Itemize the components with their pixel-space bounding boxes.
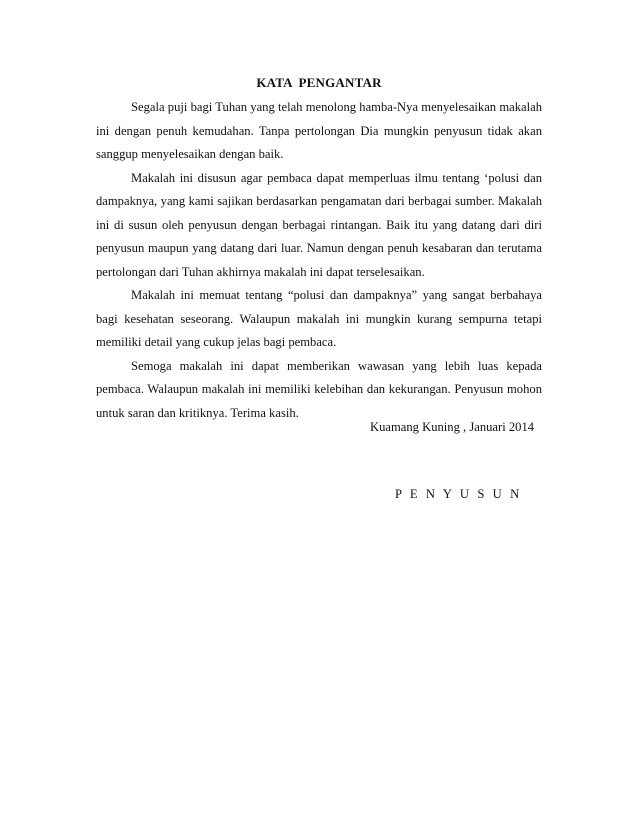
- paragraph-2: Makalah ini disusun agar pembaca dapat memperluas ilmu tentang ‘polusi dan dampaknya, yang kami sajikan berdasarkan pengamatan dari berbagai sumber. Makalah ini di susun oleh penyusun dengan berbagai rintangan. Baik itu yang datang dari diri penyusun maupun yang datang dari luar. Namun dengan penuh kesabaran dan terutama pertolongan dari Tuhan akhirnya makalah ini dapat terselesaikan.: [96, 170, 542, 279]
- document-body: [96, 96, 542, 425]
- document-title: KATA PENGANTAR: [256, 75, 382, 90]
- paragraph-4: Semoga makalah ini dapat memberikan wawasan yang lebih luas kepada pembaca. Walaupun makalah ini memiliki kelebihan dan kekurangan. Penyusun mohon untuk saran dan kritiknya. Terima kasih.: [96, 358, 542, 420]
- signature-place-date: Kuamang Kuning , Januari 2014: [370, 420, 535, 434]
- paragraph-1: Segala puji bagi Tuhan yang telah menolong hamba-Nya menyelesaikan makalah ini dengan penuh kemudahan. Tanpa pertolongan Dia mungkin penyusun tidak akan sanggup menyelesaikan dengan baik.: [96, 100, 542, 161]
- signature-author: P E N Y U S U N: [395, 487, 522, 501]
- paragraph-3: Makalah ini memuat tentang “polusi dan dampaknya” yang sangat berbahaya bagi kesehatan seseorang. Walaupun makalah ini mungkin kurang sempurna tetapi memiliki detail yang cukup jelas bagi pembaca.: [96, 288, 542, 349]
